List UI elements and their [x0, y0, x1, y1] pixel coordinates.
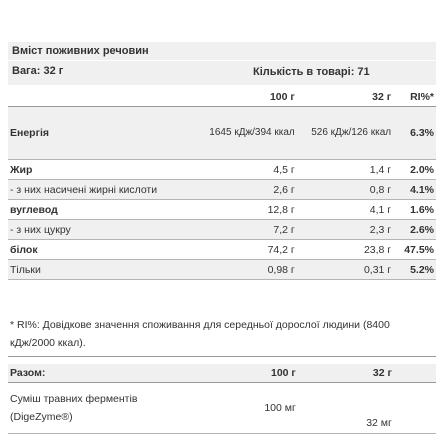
table-row — [8, 383, 436, 434]
row-label: вуглевод — [8, 200, 183, 220]
summary-table — [8, 364, 436, 434]
row-per-100: 2,6 г — [183, 180, 301, 200]
row-per-serving: 1,4 г — [301, 160, 397, 180]
row-per-serving: 23,8 г — [301, 240, 397, 260]
row-ri: 4.1% — [397, 180, 436, 200]
header-per-serving: 32 г — [301, 88, 397, 107]
summary-ri-empty — [398, 364, 436, 383]
row-per-100: 1645 кДж/394 ккал — [183, 107, 301, 160]
row-per-100: 74,2 г — [183, 240, 301, 260]
row-per-serving: 0,8 г — [301, 180, 397, 200]
row-per-serving: 2,3 г — [301, 220, 397, 240]
row-per-100: 7,2 г — [183, 220, 301, 240]
table-row — [8, 240, 436, 260]
header-per-100: 100 г — [183, 88, 301, 107]
table-row — [8, 180, 436, 200]
table-row — [8, 160, 436, 180]
summary-per-serving: 32 г — [302, 364, 398, 383]
summary-item-ri-empty — [398, 383, 436, 434]
row-per-100: 4,5 г — [183, 160, 301, 180]
row-label: Енергія — [8, 107, 183, 160]
summary-item-per-serving: 32 мг — [302, 383, 398, 434]
table-row — [8, 260, 436, 280]
row-ri: 6.3% — [397, 107, 436, 160]
row-per-serving: 526 кДж/126 ккал — [301, 107, 397, 160]
row-per-100: 0,98 г — [183, 260, 301, 280]
row-ri: 1.6% — [397, 200, 436, 220]
summary-header-row — [8, 364, 436, 383]
nutrition-table — [8, 88, 436, 280]
row-per-100: 12,8 г — [183, 200, 301, 220]
table-row — [8, 107, 436, 160]
row-ri: 2.0% — [397, 160, 436, 180]
summary-per-100: 100 г — [184, 364, 302, 383]
header-ri: RI%* — [397, 88, 436, 107]
row-per-serving: 4,1 г — [301, 200, 397, 220]
row-label: Жир — [8, 160, 183, 180]
row-ri: 2.6% — [397, 220, 436, 240]
row-per-serving: 0,31 г — [301, 260, 397, 280]
table-header-row — [8, 88, 436, 107]
serving-count: Кількість в товарі: 71 — [253, 66, 370, 78]
row-label: Тільки — [8, 260, 183, 280]
row-ri: 47.5% — [397, 240, 436, 260]
row-ri: 5.2% — [397, 260, 436, 280]
summary-item-name: Суміш травних ферментів (DigeZyme®) — [8, 383, 184, 434]
row-label: білок — [8, 240, 183, 260]
header-empty — [8, 88, 183, 107]
nutrition-title: Вміст поживних речовин — [12, 45, 149, 57]
serving-bar — [8, 61, 436, 85]
table-row — [8, 220, 436, 240]
summary-item-per-100: 100 мг — [184, 383, 302, 434]
ri-footnote: * RI%: Довідкове значення споживання для середньої дорослої людини (8400 кДж/2000 ккал). — [10, 319, 390, 349]
row-label: - з них насичені жирні кислоти — [8, 180, 183, 200]
nutrition-title-bar — [8, 42, 436, 60]
summary-label: Разом: — [8, 364, 184, 383]
row-label: - з них цукру — [8, 220, 183, 240]
serving-weight: Вага: 32 г — [12, 65, 64, 77]
table-row — [8, 200, 436, 220]
